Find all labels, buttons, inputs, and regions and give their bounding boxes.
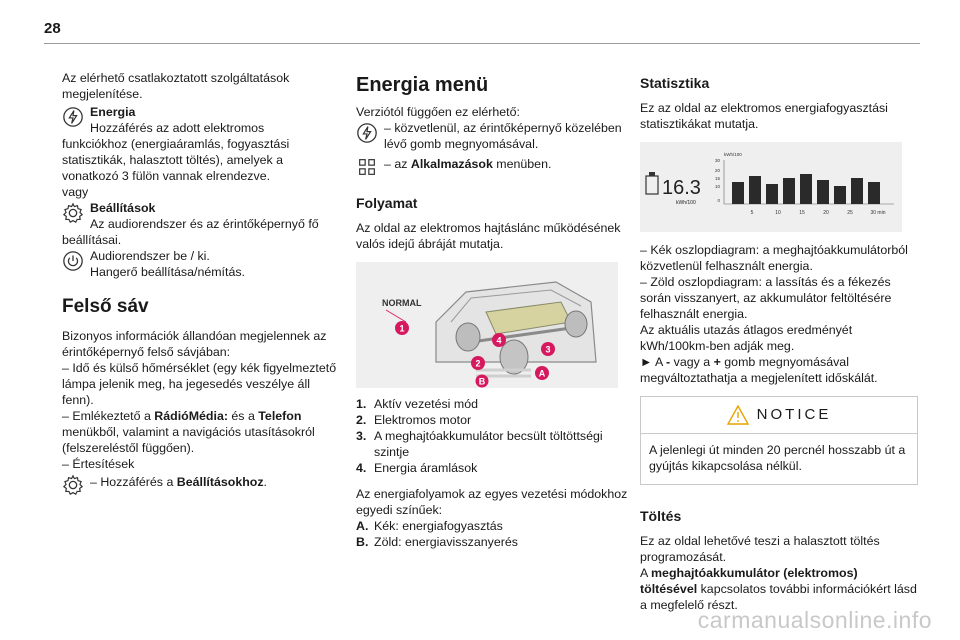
energia-menu-heading: Energia menü — [356, 74, 489, 96]
notice-title: NOTICE — [756, 406, 832, 423]
callout-4 — [492, 333, 506, 347]
beallitasok-text-first: Az audiorendszer és az érintőképernyő fő — [90, 217, 319, 231]
svg-text:3: 3 — [545, 344, 551, 355]
chart-bar — [783, 178, 795, 204]
x-tick-label: 15 — [799, 210, 805, 216]
apps-grid-icon — [356, 156, 378, 178]
folyamat-heading: Folyamat — [356, 195, 418, 211]
chart-bar — [834, 186, 846, 204]
list-item: 1. Aktív vezetési mód — [356, 397, 478, 411]
list-item: 3. A meghajtóakkumulátor becsült töltöttségi szintje — [356, 429, 603, 459]
column-left — [62, 70, 340, 496]
gear-icon — [62, 474, 84, 496]
svg-text:B: B — [478, 376, 486, 387]
colors-intro: Az energiafolyamok az egyes vezetési módokhoz egyedi színűek: — [356, 487, 628, 517]
x-tick-label: 5 — [750, 210, 754, 216]
stat-value: 16.3 — [662, 177, 701, 199]
lightning-icon — [62, 106, 84, 128]
beallitasok-row — [62, 200, 340, 232]
notice-header — [641, 397, 917, 434]
chart-ylabel: kWh/100 — [724, 152, 742, 157]
statisztika-intro: Ez az oldal az elektromos energiafogyasztási statisztikákat mutatja. — [640, 101, 888, 131]
opt2-row — [356, 154, 634, 178]
warning-triangle-icon — [727, 405, 749, 425]
list-item: B. Zöld: energiavisszanyerés — [356, 535, 518, 549]
stat-p1: – Kék oszlopdiagram: a meghajtóakkumulátorból közvetlenül felhasznált energia. — [640, 243, 908, 273]
chart-bar — [868, 182, 880, 204]
callout-1 — [395, 321, 409, 335]
column-right — [640, 74, 918, 613]
beallitasok-title: Beállítások — [90, 201, 156, 215]
services-intro: Az elérhető csatlakoztatott szolgáltatások megjelenítése. — [62, 71, 290, 101]
notice-text: A jelenlegi út minden 20 percnél hosszabb út a gyújtás kikapcsolása nélkül. — [649, 443, 906, 473]
stat-p2: – Zöld oszlopdiagram: a lassítás és a fékezés során visszanyert, az akkumulátor feltöltésére felhasznált energia. — [640, 275, 892, 321]
felso-sav-heading: Felső sáv — [62, 296, 149, 317]
power-icon — [62, 250, 84, 272]
audio-line2: Hangerő beállítása/némítás. — [90, 265, 245, 279]
callout-3 — [541, 342, 555, 356]
stat-unit: kWh/100 — [676, 200, 696, 206]
chart-bar — [732, 182, 744, 204]
energy-flow-illustration — [356, 262, 618, 388]
energia-text-first: Hozzáférés az adott elektromos — [90, 121, 265, 135]
opt2-text: – az Alkalmazások menüben. — [384, 157, 552, 171]
audio-row — [62, 248, 340, 280]
felso-item4: – Hozzáférés a Beállításokhoz. — [90, 475, 267, 489]
chart-bar — [851, 178, 863, 204]
x-tick-label: 10 — [775, 210, 781, 216]
felso-item1: – Idő és külső hőmérséklet (egy kék figyelmeztető lámpa jelenik meg, ha jegesedés veszélye áll fenn). — [62, 361, 337, 407]
callout-A — [535, 366, 549, 380]
x-tick-label: 30 min — [870, 210, 886, 216]
y-tick-label: 15 — [714, 176, 720, 181]
energia-title: Energia — [90, 105, 136, 119]
component-list — [356, 396, 634, 476]
vagy-text: vagy — [62, 185, 89, 199]
felso-item3: – Értesítések — [62, 457, 135, 471]
energy-flow-figure — [356, 262, 618, 388]
watermark-footer: carmanualsonline.info — [697, 607, 932, 633]
svg-text:A: A — [538, 368, 546, 379]
chart-xticks — [751, 210, 886, 216]
chart-bars — [732, 174, 880, 204]
header-divider — [44, 43, 920, 44]
callout-2 — [471, 356, 485, 370]
chart-bar — [766, 184, 778, 204]
svg-text:4: 4 — [496, 335, 502, 346]
audio-line1: Audiorendszer be / ki. — [90, 249, 210, 263]
felso-item2: – Emlékeztető a RádióMédia: és a Telefon menükből, valamint a navigációs utasításokról (felszereléstől függően). — [62, 409, 315, 455]
battery-icon — [646, 176, 658, 194]
stat-p3: Az aktuális utazás átlagos eredményét kWh/100km-ben adják meg. — [640, 323, 853, 353]
normal-mode-label: NORMAL — [382, 298, 422, 308]
y-tick-label: 30 — [714, 158, 720, 163]
y-tick-label: 0 — [717, 198, 720, 203]
y-tick-label: 10 — [714, 184, 720, 189]
x-tick-label: 20 — [823, 210, 829, 216]
opt1-row — [356, 120, 634, 152]
toltes-p1: Ez az oldal lehetővé teszi a halasztott töltés programozását. — [640, 534, 880, 564]
opt1-text: – közvetlenül, az érintőképernyő közelében lévő gomb megnyomásával. — [384, 121, 622, 151]
consumption-chart — [640, 142, 902, 232]
toltes-p2: A meghajtóakkumulátor (elektromos) töltésével kapcsolatos további információkért lásd a megfelelő részt. — [640, 566, 917, 612]
energia-row — [62, 104, 340, 136]
felso-intro: Bizonyos információk állandóan megjelennek az érintőképernyő felső sávjában: — [62, 329, 327, 359]
version-text: Verziótól függően ez elérhető: — [356, 105, 520, 119]
x-tick-label: 25 — [847, 210, 853, 216]
svg-text:1: 1 — [399, 323, 405, 334]
callout-B — [476, 375, 489, 388]
y-tick-label: 20 — [714, 168, 720, 173]
chart-bar — [817, 180, 829, 204]
notice-box — [640, 396, 918, 485]
list-item: A. Kék: energiafogyasztás — [356, 519, 503, 533]
stat-p4: ► A - vagy a + gomb megnyomásával megváltoztathatja a megjelenített időskálát. — [640, 355, 878, 385]
chart-yticks — [715, 158, 721, 203]
felso-item4-row — [62, 472, 340, 496]
list-item: 2. Elektromos motor — [356, 413, 472, 427]
beallitasok-text: beállításai. — [62, 233, 122, 247]
svg-text:2: 2 — [475, 358, 481, 369]
statisztika-heading: Statisztika — [640, 75, 710, 91]
gear-icon — [62, 202, 84, 224]
toltes-heading: Töltés — [640, 508, 682, 524]
energia-text: funkciókhoz (energiaáramlás, fogyasztási statisztikák, halasztott töltés), amelyek a vonatkozó 3 fülön vannak elrendezve. — [62, 137, 290, 183]
list-item: 4. Energia áramlások — [356, 461, 478, 475]
folyamat-text: Az oldal az elektromos hajtáslánc működésének valós idejű ábráját mutatja. — [356, 221, 621, 251]
lightning-icon — [356, 122, 378, 144]
chart-bar — [800, 174, 812, 204]
chart-bar — [749, 176, 761, 204]
statistics-figure — [640, 142, 902, 232]
column-middle — [356, 74, 634, 550]
page-number: 28 — [44, 20, 61, 37]
